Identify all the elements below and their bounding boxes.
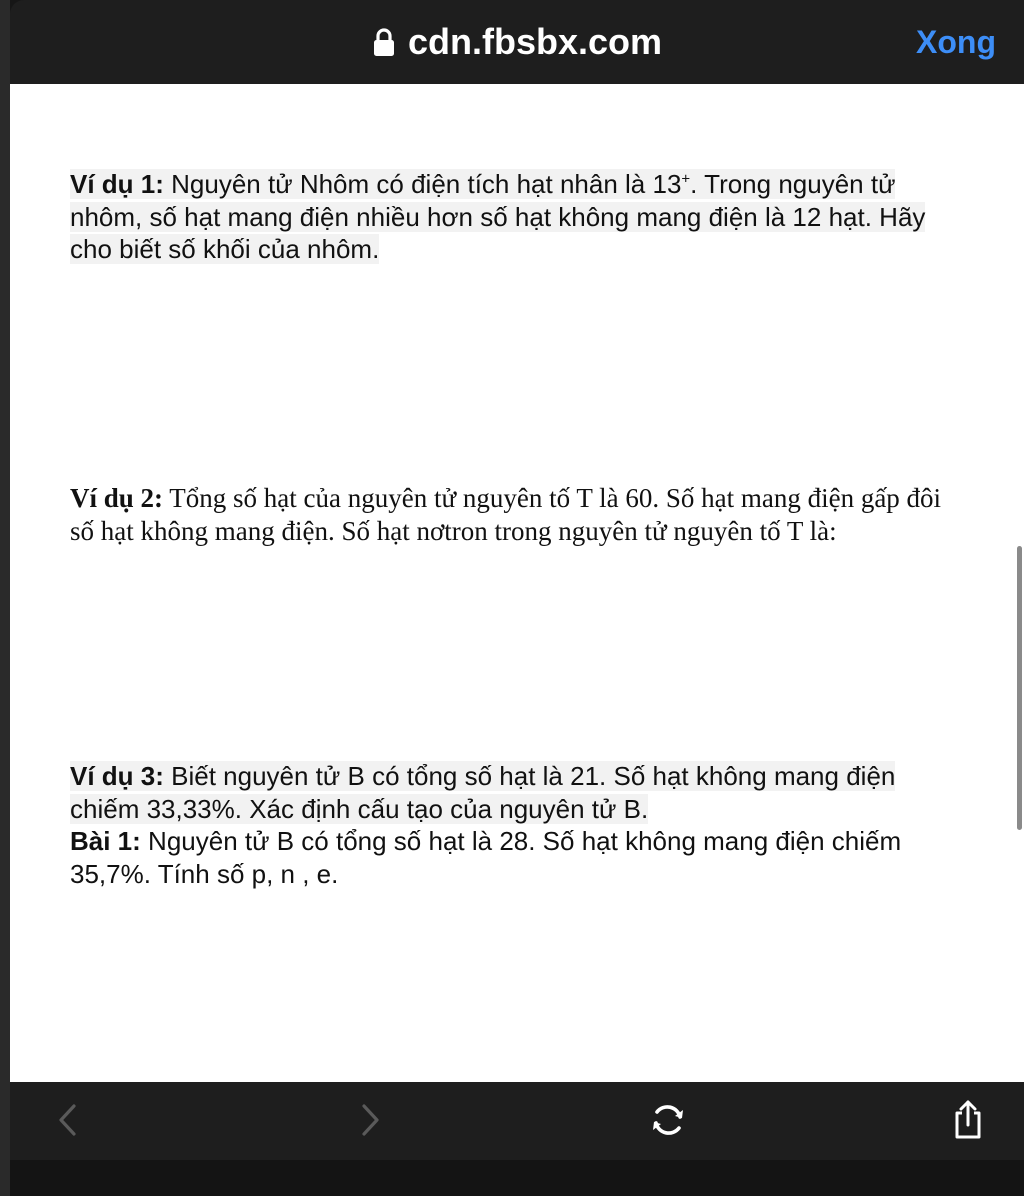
reload-button[interactable] — [646, 1100, 690, 1144]
example-3-label: Ví dụ 3: — [70, 761, 164, 791]
exercise-1-text: Nguyên tử B có tổng số hạt là 28. Số hạt không mang điện chiếm 35,7%. Tính số p, n , e. — [70, 826, 902, 889]
reload-icon — [648, 1100, 688, 1145]
forward-button[interactable] — [348, 1100, 392, 1144]
document-content — [10, 84, 1024, 1082]
background-app-edge — [0, 0, 10, 1196]
share-button[interactable] — [946, 1100, 990, 1144]
superscript-plus: + — [681, 170, 691, 188]
share-icon — [950, 1099, 986, 1146]
background-app-area — [10, 1160, 1024, 1196]
top-bar — [10, 0, 1024, 84]
example-1 — [70, 168, 970, 266]
done-button[interactable]: Xong — [916, 24, 996, 60]
example-1-label: Ví dụ 1: — [70, 169, 164, 199]
exercise-1 — [70, 825, 970, 890]
address-display — [10, 20, 1024, 67]
bottom-toolbar — [10, 1082, 1024, 1160]
exercise-1-label: Bài 1: — [70, 826, 141, 856]
back-button[interactable] — [46, 1100, 90, 1144]
example-3-text: Biết nguyên tử B có tổng số hạt là 21. Số hạt không mang điện chiếm 33,33%. Xác định cấu tạo của nguyên tử B. — [70, 761, 896, 824]
scrollbar[interactable] — [1017, 546, 1022, 830]
example-3 — [70, 760, 970, 825]
example-2-text: Tổng số hạt của nguyên tử nguyên tố T là 60. Số hạt mang điện gấp đôi số hạt không mang điện. Số hạt nơtron trong nguyên tử nguyên tố T là: — [70, 483, 942, 546]
url-text: cdn.fbsbx.com — [407, 21, 663, 62]
example-2-label: Ví dụ 2: — [70, 483, 164, 513]
lock-icon — [372, 23, 396, 67]
example-2 — [70, 482, 970, 548]
chevron-right-icon — [358, 1102, 382, 1143]
chevron-left-icon — [56, 1102, 80, 1143]
example-1-text-a: Nguyên tử Nhôm có điện tích hạt nhân là 13 — [163, 169, 682, 199]
example-1-text-b: . Trong nguyên tử nhôm, số hạt mang điện nhiều hơn số hạt không mang điện là 12 hạt. Hãy cho biết số khối của nhôm. — [70, 169, 926, 264]
